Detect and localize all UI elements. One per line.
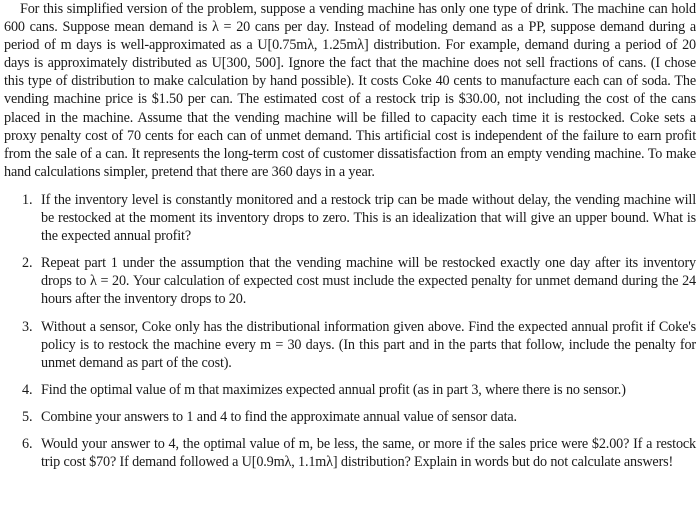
question-text: Repeat part 1 under the assumption that the vending machine will be restocked exactly one day after its inventory drops to λ = 20. Your calculation of expected cost must include the expected penalty for unmet demand during the 24 hours after the inventory drops to 20. [41, 255, 696, 308]
question-number: 5. [22, 408, 33, 425]
question-number: 2. [22, 255, 33, 272]
question-item-6 [4, 435, 696, 471]
question-number: 1. [22, 191, 33, 208]
question-text: Would your answer to 4, the optimal value of m, be less, the same, or more if the sales price were $2.00? If a restock trip cost $70? If demand followed a U[0.9mλ, 1.1mλ] distribution? Explain in words but do not calculate answers! [41, 435, 696, 471]
intro-paragraph: For this simplified version of the problem, suppose a vending machine has only one type of drink. The machine can hold 600 cans. Suppose mean demand is λ = 20 cans per day. Instead of modeling demand as a PP, suppose demand during a period of m days is well-approximated as a U[0.75mλ, 1.25mλ] distribution. For example, demand during a period of 20 days is approximately distributed as U[300, 500]. Ignore the fact that the machine does not sell fractions of cans. (I chose this type of distribution to make calculation by hand possible). It costs Coke 40 cents to manufacture each can of soda. The vending machine price is $1.50 per can. The estimated cost of a restock trip is $30.00, not including the cost of the cans placed in the machine. Assume that the vending machine will be filled to capacity each time it is restocked. Coke sets a proxy penalty cost of 70 cents for each can of unmet demand. This artificial cost is independent of the failure to earn profit from the sale of a can. It represents the long-term cost of customer dissatisfaction from an empty vending machine. To make hand calculations simpler, pretend that there are 360 days in a year. [4, 1, 696, 180]
question-text: Find the optimal value of m that maximizes expected annual profit (as in part 3, where there is no sensor.) [41, 381, 626, 398]
question-number: 3. [22, 318, 33, 335]
question-item-2 [4, 254, 696, 308]
question-number: 4. [22, 381, 33, 398]
question-item-3 [4, 318, 696, 372]
question-text: Combine your answers to 1 and 4 to find the approximate annual value of sensor data. [41, 408, 517, 425]
question-list [4, 191, 696, 471]
question-text: Without a sensor, Coke only has the distributional information given above. Find the expected annual profit if Coke's policy is to restock the machine every m = 30 days. (In this part and in the parts that follow, include the penalty for unmet demand as part of the cost). [41, 318, 696, 371]
question-item-5 [4, 408, 696, 426]
question-number: 6. [22, 435, 33, 452]
question-text: If the inventory level is constantly monitored and a restock trip can be made without delay, the vending machine will be restocked at the moment its inventory drops to zero. This is an idealization that will give an upper bound. What is the expected annual profit? [41, 191, 696, 245]
question-item-4 [4, 381, 696, 399]
question-item-1 [4, 191, 696, 245]
problem-document [4, 0, 696, 471]
